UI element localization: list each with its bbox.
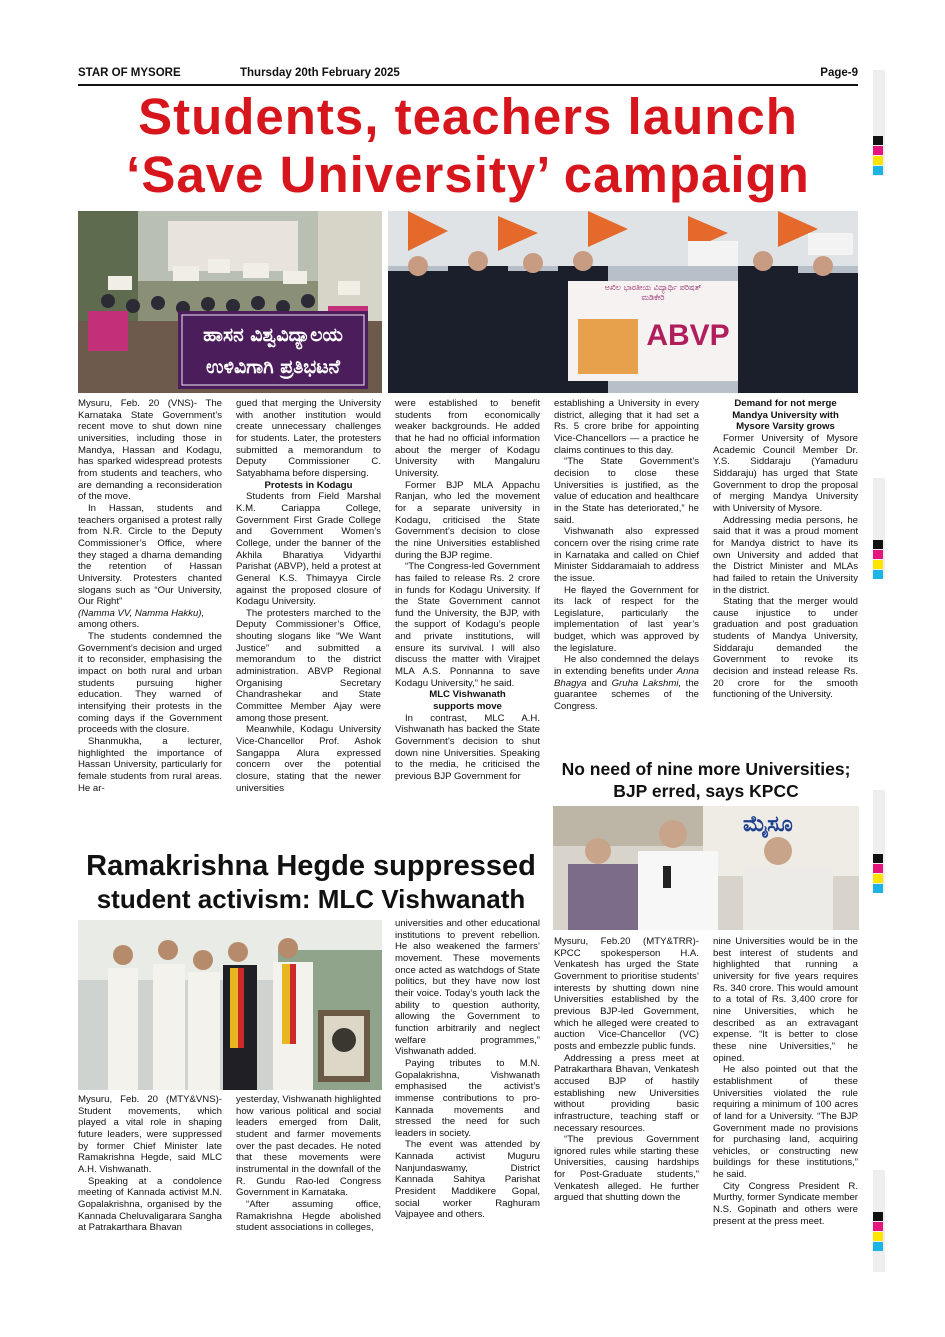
newspaper-name: STAR OF MYSORE	[78, 67, 181, 79]
story1-para: “The Congress-led Government has failed to release Rs. 2 crore in funds for Kodagu University. If the State Government cannot fund the University, the BJP, with the support of Kodagu’s people and private institutions, will ensure its survival. I will also discuss the matter with Virajpet MLA A.S. Ponnanna to save Kodagu University,” he said.	[395, 561, 540, 689]
photo2-banner-sub: ಮಡಿಕೇರಿ	[641, 293, 665, 302]
story2-para: The event was attended by Kannada activist Muguru Nanjundaswamy, District Kannada Sahitya Parishat President Maddikere Gopal, social worker Raghuram Vajpayee and others.	[395, 1139, 540, 1221]
story3-para: “The previous Government ignored rules while starting these Universities, causing hardships for Post-Graduate students,” Venkatesh alleged. He further argued that shutting down the	[554, 1134, 699, 1204]
story1-para: He flayed the Government for its lack of respect for the Legislature, particularly the implementation of last year’s budget, which was approved by the legislature.	[554, 584, 699, 654]
photo2-banner-top: ಅಖಿಲ ಭಾರತೀಯ ವಿದ್ಯಾರ್ಥಿ ಪರಿಷತ್	[604, 283, 702, 292]
main-headline	[78, 88, 858, 204]
masthead	[78, 67, 858, 83]
story1-col2	[236, 398, 381, 794]
story2-para: Speaking at a condolence meeting of Kannada activist M.N. Gopalakrishna, organised by the Kannada Cheluvaligarara Sangha at Patrakarthara Bhavan	[78, 1175, 223, 1234]
registration-bar	[873, 478, 885, 578]
story2-para: Mysuru, Feb. 20 (MTY&VNS)- Student movements, which played a vital role in shaping future leaders, were suppressed by former Chief Minister late Ramakrishna Hegde, said MLC A.H. Vishwanath.	[78, 1094, 222, 1175]
registration-bar	[873, 1170, 885, 1272]
main-headline-line1: Students, teachers launch	[138, 88, 798, 145]
story2-para: Paying tributes to M.N. Gopalakrishna, Vishwanath emphasised the activist’s immense contributions to pro-Kannada movements and stressed the need for such leaders in society.	[395, 1057, 540, 1139]
issue-date: Thursday 20th February 2025	[240, 67, 400, 79]
story2-col1	[78, 1094, 222, 1234]
story2-para: yesterday, Vishwanath highlighted how various political and social leaders emerged from Dalit, student and farmer movements over the past decades. He noted that these movements were instrumental in the downfall of the R. Gundu Rao-led Congress Government in Karnataka.	[236, 1094, 381, 1199]
photo2-abvp-logo: ABVP	[646, 319, 730, 352]
story3-para: City Congress President R. Murthy, former Syndicate member N.S. Gopinath and others were present at the press meet.	[713, 1180, 858, 1227]
photo-hassan-protest	[78, 211, 382, 393]
main-headline-line2: ‘Save University’ campaign	[126, 146, 810, 203]
subhead-mlc-1: MLC Vishwanath	[429, 689, 506, 701]
story1-para: Addressing media persons, he said that it was a proud moment for Mandya district to have its own University and added that the District Minister and MLAs had failed to retain the University in the district.	[713, 514, 858, 596]
subhead-mlc-2: supports move	[433, 701, 502, 713]
story1-col4	[554, 398, 699, 713]
slogan-kannada: (Namma VV, Namma Hakku),	[78, 607, 205, 619]
story1-para: were established to benefit students from economically weaker backgrounds. He added that he had no official information about the merger of Kodagu University with Mangaluru University.	[395, 398, 540, 479]
scheme-name: Anna Bhagya	[554, 666, 699, 689]
photo1-banner-line1: ಹಾಸನ ವಿಶ್ವವಿದ್ಯಾಲಯ	[203, 324, 343, 346]
story1-para: He also condemned the delays in extending benefits under Anna Bhagya and Gruha Lakshmi, the guarantee schemes of the Congress.	[554, 654, 700, 713]
story2-headline-line2: student activism: MLC Vishwanath	[96, 884, 526, 914]
story2-col2	[236, 1094, 381, 1234]
photo3-sign: ಮೈಸೂ	[743, 812, 793, 837]
story1-para: Shanmukha, a lecturer, highlighted the importance of Hassan University, particularly for female students from rural areas. He ar-	[78, 736, 222, 794]
story3-para: Addressing a press meet at Patrakarthara Bhavan, Venkatesh accused BJP of hastily establishing new Universities without providing basic infrastructure, teaching staff or necessary resources.	[554, 1052, 699, 1134]
story1-col3	[395, 398, 540, 783]
subhead-demand-1: Demand for not merge	[734, 398, 837, 409]
story1-para: “The State Government’s decision to close these Universities is justified, as the value of education and healthcare in the State has deteriorated,” he said.	[554, 456, 699, 526]
story2-col3	[395, 918, 540, 1221]
registration-bar	[873, 70, 885, 176]
story1-para: Stating that the merger would cause injustice to under graduation and post graduation students of Mandya University, Siddaraju demanded the Government to revoke its decision and instead release Rs. 20 crore for the smooth functioning of the University.	[713, 596, 858, 701]
story1-para: establishing a University in every district, alleging that it had set a Rs. 5 crore bribe for appointing Vice-Chancellors — a practice he claims continues to this day.	[554, 398, 699, 456]
story1-col1	[78, 398, 222, 794]
story3-para: Mysuru, Feb.20 (MTY&TRR)- KPCC spokesperson H.A. Venkatesh has urged the State Government to prioritise students’ interests by shutting down nine Universities established by the previous BJP-led Government, which he alleged were created to auction Vice-Chancellor (VC) posts and embezzle public funds.	[554, 936, 699, 1052]
scheme-name: Gruha Lakshmi,	[611, 677, 682, 689]
story3-para: nine Universities would be in the best interest of students and highlighted that running a university for five years requires Rs. 340 crore. This would amount to a total of Rs. 3,400 crore for nine Universities, which he described as an extravagant expense. “It is better to close these nine Universities,” he opined.	[713, 936, 858, 1064]
story1-para: The protesters marched to the Deputy Commissioner’s Office, shouting slogans like “We Want Justice” and submitted a memorandum to the district administration. ABVP Regional Organising Secretary Chandrashekar and State Committee Member Ajay were among those present.	[236, 607, 381, 724]
story1-para: Former University of Mysore Academic Council Member Dr. Y.S. Siddaraju (Yamaduru Siddaraju) has urged that State Government to drop the proposal of merging Mandya University with University of Mysore.	[713, 432, 858, 514]
subhead-demand-3: Mysore Varsity grows	[736, 421, 835, 433]
story1-para: Vishwanath also expressed concern over the rising crime rate in Karnataka and called on Chief Minister Siddaramaiah to address the issue.	[554, 526, 699, 584]
story1-para: In contrast, MLC A.H. Vishwanath has backed the State Government’s decision to shut down nine Universities. Speaking to the media, he criticised the previous BJP Government for	[395, 712, 540, 782]
story2-para: universities and other educational institutions to prevent rebellion. He also weakened the farmers’ movement. These movements once acted as watchdogs of State politics, but they have now lost their voice. Today’s youth lack the ability to question authority, allowing the Government to function arbitrarily and neglect welfare programmes,” Vishwanath added.	[395, 918, 540, 1058]
photo-kpcc-press-meet	[553, 806, 859, 930]
registration-bar	[873, 790, 885, 892]
story3-para: He also pointed out that the establishment of these Universities violated the rule requiring a minimum of 100 acres of land for a University. “The BJP Government made no provisions for purchasing land, acquiring vehicles, or constructing new buildings for these institutions,” he said.	[713, 1064, 858, 1181]
photo1-banner-line2: ಉಳಿವಿಗಾಗಿ ಪ್ರತಿಭಟನೆ	[206, 356, 340, 378]
story3-headline-line1: No need of nine more Universities;	[561, 759, 851, 779]
story1-para: Mysuru, Feb. 20 (VNS)- The Karnataka State Government’s recent move to shut down nine universities, including those in Mandya, Hassan and Kodagu, has sparked widespread protests from students and teachers, who are demanding a reconsideration of the move.	[78, 398, 222, 503]
masthead-rule	[78, 84, 858, 86]
story1-para: among others.	[78, 619, 140, 631]
story2-para: “After assuming office, Ramakrishna Hegde abolished student associations in colleges,	[236, 1198, 381, 1234]
story3-col2	[713, 936, 858, 1227]
story1-para: The students condemned the Government’s decision and urged it to reconsider, emphasising the impact on both rural and urban students pursuing higher education. They warned of intensifying their protests in the coming days if the Government proceeds with the closure.	[78, 631, 222, 736]
story2-headline-line1: Ramakrishna Hegde suppressed	[86, 850, 536, 882]
story2-headline	[78, 849, 544, 915]
story1-para: Meanwhile, Kodagu University Vice-Chancellor Prof. Ashok Sangappa Alura expressed concern over the potential closure, stating that the newer universities	[236, 724, 381, 794]
subhead-kodagu: Protests in Kodagu	[264, 479, 353, 491]
story3-col1	[554, 936, 699, 1204]
story3-headline-line2: BJP erred, says KPCC	[613, 781, 799, 801]
story1-para: Former BJP MLA Appachu Ranjan, who led the movement for a separate university in Kodagu, criticised the State Government’s decision to close the nine Universities established during the BJP regime.	[395, 479, 540, 561]
subhead-demand-2: Mandya University with	[732, 409, 839, 421]
story1-para: gued that merging the University with another institution would create unnecessary challenges for students. Later, the protesters submitted a memorandum to Deputy Commissioner C. Satyabhama before dispersing.	[236, 398, 381, 479]
story1-para: In Hassan, students and teachers organised a protest rally from N.R. Circle to the Deputy Commissioner’s Office, where they staged a dharna demanding the retention of Hassan University. Protesters chanted slogans such as “Our University, Our Right”	[78, 502, 222, 608]
story1-col5	[713, 398, 858, 701]
story1-para: Students from Field Marshal K.M. Cariappa College, Government First Grade College and Government Women’s College, under the banner of the Akhila Bharatiya Vidyarthi Parishat (ABVP), held a protest at General K.S. Thimayya Circle against the proposed closure of Kodagu University.	[236, 491, 381, 608]
photo-abvp-protest	[388, 211, 858, 393]
photo-condolence-meeting	[78, 920, 382, 1090]
page-number: Page-9	[820, 67, 858, 79]
